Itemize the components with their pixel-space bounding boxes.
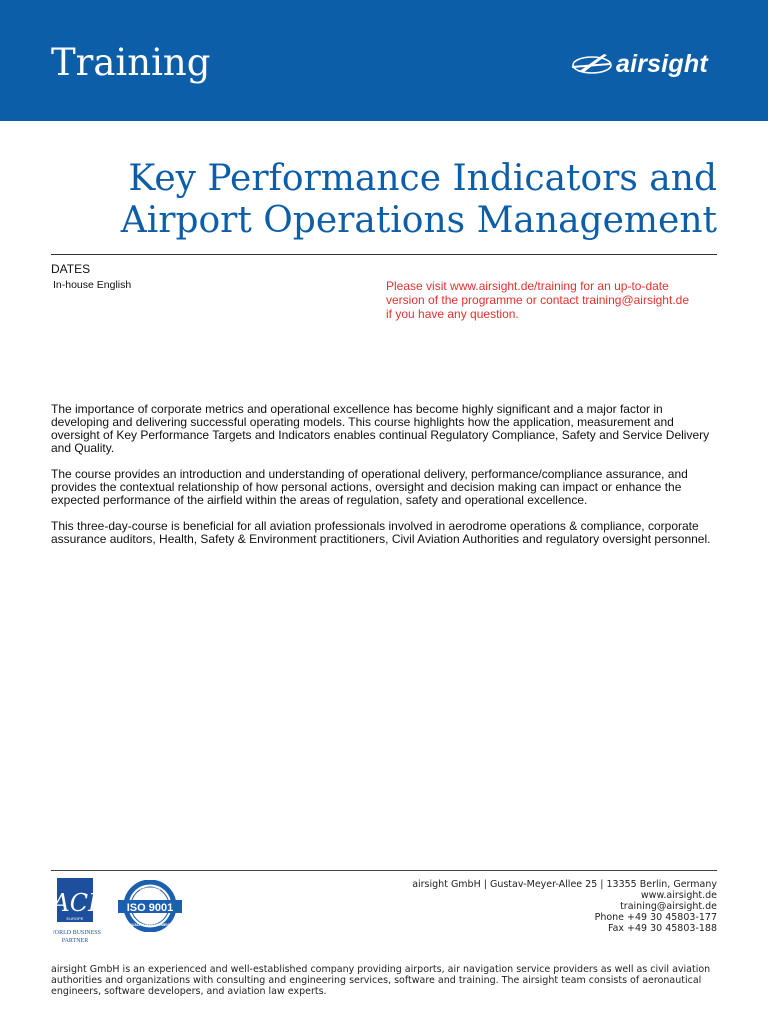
header-title: Training bbox=[51, 41, 211, 84]
course-title-line2: Airport Operations Management bbox=[120, 200, 717, 241]
footer-divider bbox=[51, 870, 717, 871]
company-email[interactable]: training@airsight.de bbox=[620, 901, 717, 912]
title-divider bbox=[51, 254, 717, 255]
airsight-logo bbox=[570, 48, 708, 80]
contact-block bbox=[412, 879, 717, 934]
iso-9001-logo bbox=[118, 880, 182, 937]
course-title bbox=[37, 158, 717, 242]
description-paragraph: The course provides an introduction and understanding of operational delivery, performance/compliance assurance, and provides the contextual relationship of how personal actions, oversight and decision making can impact or enhance the expected performance of the airfield within the areas of regulation, safety and operational excellence. bbox=[51, 467, 688, 507]
company-website[interactable]: www.airsight.de bbox=[640, 890, 717, 901]
company-phone: Phone +49 30 45803-177 bbox=[594, 912, 717, 923]
header-banner bbox=[0, 0, 768, 121]
aci-logo-caption2: PARTNER bbox=[61, 938, 89, 944]
company-about: airsight GmbH is an experienced and well-established company providing airports, air navigation service providers as well as civil aviation authorities and organizations with consulting and engineering services, software and training. The airsight team consists of aeronautical engineers, software developers, and aviation law experts. bbox=[51, 964, 711, 997]
course-title-line1: Key Performance Indicators and bbox=[128, 158, 717, 199]
aci-logo-subtitle: EUROPE bbox=[66, 916, 84, 921]
description-paragraph: This three-day-course is beneficial for all aviation professionals involved in aerodrome operations & compliance, corporate assurance auditors, Health, Safety & Environment practitioners, Civil Aviation Authorities and regulatory oversight personnel. bbox=[51, 519, 711, 546]
description-paragraph: The importance of corporate metrics and operational excellence has become highly significant and a major factor in developing and delivering successful operating models. This course highlights how the application, measurement and oversight of Key Performance Targets and Indicators enables continual Regulatory Compliance, Safety and Service Delivery and Quality. bbox=[51, 402, 710, 455]
notice-line2: version of the programme or contact training@airsight.de bbox=[386, 293, 689, 307]
company-fax: Fax +49 30 45803-188 bbox=[607, 923, 717, 934]
update-notice bbox=[386, 279, 721, 321]
airplane-swoosh-icon bbox=[570, 50, 614, 78]
dates-label: DATES bbox=[51, 262, 91, 276]
iso-logo-text: ISO 9001 bbox=[126, 902, 174, 914]
company-address: airsight GmbH | Gustav-Meyer-Allee 25 | 13355 Berlin, Germany bbox=[412, 879, 717, 890]
iso-logo-ring-top: CERTIFIED bbox=[139, 886, 161, 891]
notice-line3: if you have any question. bbox=[386, 307, 519, 321]
dates-value: In-house English bbox=[53, 279, 132, 291]
aci-partner-logo bbox=[53, 878, 109, 953]
notice-line1: Please visit www.airsight.de/training for an up-to-date bbox=[386, 279, 669, 293]
aci-logo-caption1: WORLD BUSINESS bbox=[53, 930, 101, 936]
aci-logo-text: ACI bbox=[53, 889, 98, 917]
iso-logo-ring-bottom: QUALITY MANAGEMENT bbox=[129, 923, 171, 927]
brand-name: airsight bbox=[616, 49, 708, 78]
course-description bbox=[51, 403, 721, 559]
